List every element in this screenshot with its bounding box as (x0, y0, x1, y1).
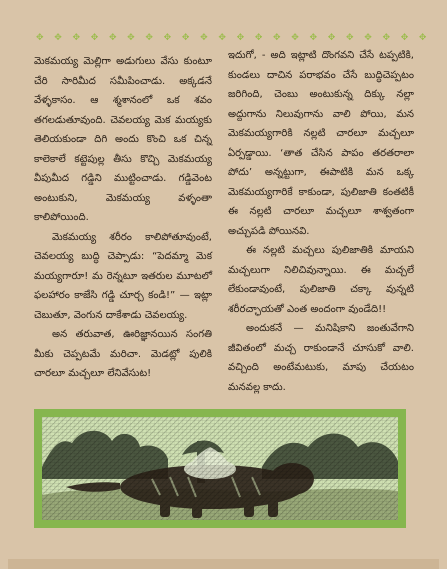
ornament-icon: ✥ (309, 33, 318, 43)
paragraph: మెకమయ్య శరీరం కాలిపోతూవుంటే, చెవలయ్య బుద్ధి చెప్పాడు: “పెదమ్మా మెక మయ్యగారూ! మ రెన్నటూ ఇతరుల మూటలో ఫలహారం కాజేసి గడ్డి చూర్చ కండి!” — ఇట్లా చెబుతూ, వెంగున దాకేశాడు చెవలయ్య. (34, 231, 212, 321)
paragraph: మెకమయ్య మెల్లిగా అడుగులు వేసు కుంటూ చేరి సారిమీద సమీపించాడు. అక్కడనే వేళ్ళకాసం. ఆ శ్మశానంలో ఒక శవం తగలడుతూవుంది. చెవలయ్య మెక మయ్యకు తెలియకుండా దిగి అందు కొంచి ఒక చిన్న కాలెకాలే కట్టెపుల్ల తీసు కొచ్చి మెకమయ్య వీపుమీద గడ్డిని ముట్టించాడు. గడ్డివెంట అంటుకుని, మెకమయ్య వళ్ళంతా కాలిపోయింది. (34, 56, 212, 223)
ornament-icon: ✥ (36, 33, 44, 43)
ornament-icon: ✥ (236, 33, 245, 43)
ornament-icon: ✥ (200, 33, 208, 43)
paragraph: అందుకనే — మనిషికాని జంతువేగాని జీవితంలో మచ్చ రాకుండానే చూసుకో వాలి. వచ్చింది అంటేమటుకు, మాపు చేయటం మనవల్ల కాదు. (228, 323, 414, 393)
ornament-icon: ✥ (218, 33, 226, 43)
right-text-column (228, 46, 414, 397)
ornament-icon: ✥ (181, 33, 190, 43)
paragraph: ఈ నల్లటి మచ్చలు పులిజాతికి మాయని మచ్చలుగా నిలిచివున్నాయి. ఈ మచ్చలే లేకుండావుంటే, పులిజాతి చక్కా వున్నటి శరీరచ్ఛాయతో ఎంత అందంగా వుండేది!! (228, 245, 414, 315)
left-text-column (34, 52, 212, 384)
ornament-icon: ✥ (291, 33, 299, 43)
ornament-icon: ✥ (327, 33, 336, 43)
ornament-icon: ✥ (72, 33, 81, 43)
ornament-icon: ✥ (127, 33, 135, 43)
ornament-icon: ✥ (273, 33, 281, 43)
ornament-icon: ✥ (145, 33, 153, 43)
ornament-icon: ✥ (345, 33, 354, 43)
story-illustration (34, 409, 406, 528)
ornament-icon: ✥ (54, 33, 62, 43)
ornament-icon: ✥ (254, 33, 263, 43)
ornament-icon: ✥ (364, 33, 372, 43)
ornament-icon: ✥ (163, 33, 172, 43)
paragraph: అన తరువాత, ఊరిజ్ఞానయిన సంగతి మీకు చెప్పటమే మరిచా. మెడట్లో పులికి చారలూ మచ్చలూ లేనివేసుట! (34, 329, 212, 379)
illustration-image (42, 417, 398, 520)
ornament-icon: ✥ (418, 33, 427, 43)
engraving-texture (42, 417, 398, 520)
ornament-icon: ✥ (382, 33, 390, 43)
top-ornament-row (36, 33, 429, 43)
bottom-margin (8, 559, 439, 569)
ornament-icon: ✥ (400, 33, 409, 43)
paragraph: ఇదుగో, - అది ఇట్లాటి దొంగవని చేసే టప్పటికి, కుండలు దాచిన పరాభవం చేసే బుద్ధిచెప్పటం జరిగింది, చెంబు అంటుకున్న దిక్కు నల్లా అద్దుగాను నిలువుగాను వాలి పోయి, మన మెకమయ్యగారికి నల్లటి చారలూ మచ్చలూ ఏర్పడ్డాయి. ‘తాత చేసిన పాపం తరతరాలా పోదు’ అన్నట్టుగా, ఈపాటికి మన ఒక్క మెకమయ్యగారికే కాకుండా, పులిజాతి కంతటికీ ఈ నల్లటి చారలూ మచ్చలూ శాశ్వతంగా అచ్చుపడి పోయినవి. (228, 50, 414, 237)
ornament-icon: ✥ (90, 33, 99, 43)
ornament-icon: ✥ (108, 33, 117, 43)
